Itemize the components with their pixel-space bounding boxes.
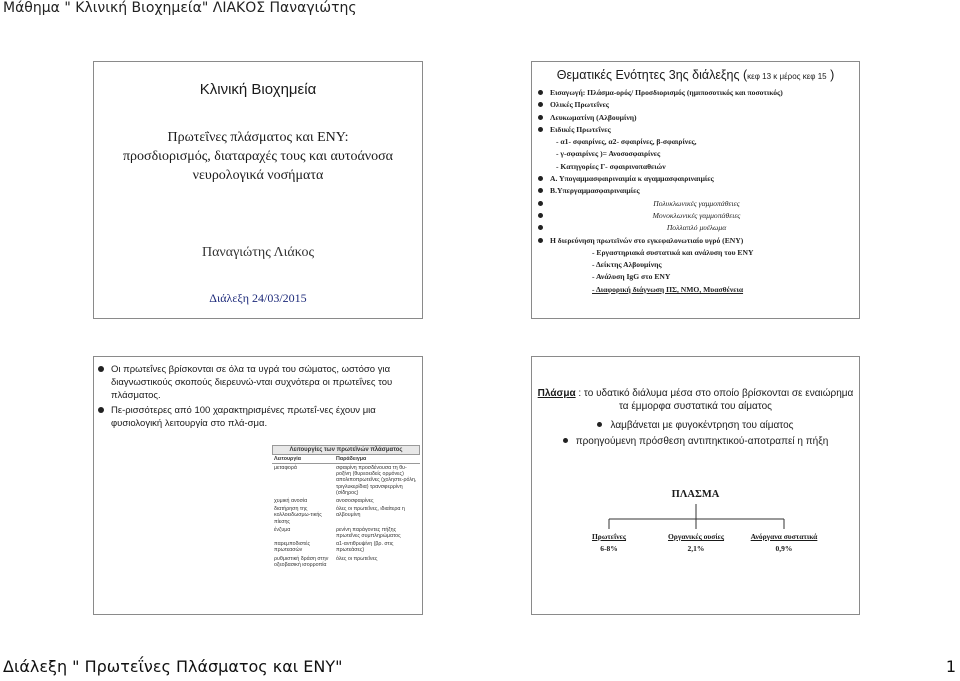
topic-line-text: - γ-σφαιρίνες )= Ανοσοσφαιρίνες xyxy=(556,149,661,159)
table-cell-example: σφαιρίνη προσδένουσα τη θυ-ροξίνη (θυρεοειδείς ορμόνες) απολιποπρωτεΐνες (χοληστε-ρόλη, τριγλυκερίδια) τρανσφερρίνη (σίδηρος) xyxy=(336,465,417,496)
topic-line-text: - Κατηγορίες Γ- σφαιρινοπαθειών xyxy=(556,161,666,171)
bullet-dot-icon xyxy=(538,102,543,107)
topic-line xyxy=(538,284,855,296)
slide1-author: Παναγιώτης Λιάκος xyxy=(201,245,315,260)
topic-line xyxy=(538,259,855,271)
slide-2 xyxy=(531,61,860,319)
page-number: 1 xyxy=(945,657,956,676)
topic-line-text: Πολλαπλό μυέλωμα xyxy=(666,223,727,233)
plasma-protein-functions-table xyxy=(272,445,420,569)
topic-line-text: Β.Υπεργαμμασφαιριναιμίες xyxy=(550,186,640,196)
slide1-subtitle-line: Πρωτεΐνες πλάσματος και ΕΝΥ: xyxy=(167,130,349,145)
topic-line xyxy=(538,198,855,210)
bullet-dot-icon xyxy=(538,127,543,132)
page-footer: Διάλεξη " Πρωτεΐνες Πλάσματος και ΕΝΥ" xyxy=(3,657,343,676)
table-cell-example: όλες οι πρωτεΐνες, ιδιαίτερα η αλβουμίνη xyxy=(336,506,405,519)
table-cell-example: ρενίνη παράγοντες πήξης πρωτεΐνες συμπληρώματος xyxy=(336,526,401,540)
bullet-dot-icon xyxy=(538,90,543,95)
table-cell-example: ανοσοσφαιρίνες xyxy=(336,498,374,505)
topic-line xyxy=(538,87,855,99)
topic-line-text: Α. Υπογαμμασφαιριναιμία κ αγαμμασφαιριναιμίες xyxy=(550,174,714,184)
table-header-function: Λειτουργία xyxy=(274,456,302,462)
table-header-example: Παράδειγμα xyxy=(336,456,367,462)
slide3-bullet xyxy=(98,363,398,402)
slide1-subtitle-line: προσδιορισμός, διαταραχές τους και αυτοάνοσα xyxy=(122,149,393,164)
slide1-title: Κλινική Βιοχημεία xyxy=(199,81,317,98)
table-cell-example: όλες οι πρωτεΐνες xyxy=(336,555,378,562)
slide2-topic-list xyxy=(538,87,855,296)
topic-line-text: - α1- σφαιρίνες, α2- σφαιρίνες, β-σφαιρίνες, xyxy=(556,137,697,147)
slide2-title-main: Θεματικές Ενότητες 3ης διάλεξης ( xyxy=(556,68,748,82)
topic-line-text: Ειδικές Πρωτεΐνες xyxy=(550,124,611,134)
topic-line xyxy=(538,148,855,160)
table-cell-function: μεταφορά xyxy=(274,465,297,471)
topic-line-text: - Ανάλυση IgG στο ΕΝΥ xyxy=(592,272,671,282)
slide-1 xyxy=(93,61,423,319)
slide4-bullet-text: λαμβάνεται με φυγοκέντρηση του αίματος xyxy=(610,420,794,431)
table-row xyxy=(272,555,420,569)
slide3-bullet-text: Οι πρωτεΐνες βρίσκονται σε όλα τα υγρά του σώματος, ωστόσο για διαγνωστικούς σκοπούς διερευνώ-νται συχνότερα οι πρωτεΐνες του πλάσματος. xyxy=(111,364,393,401)
bullet-dot-icon xyxy=(98,407,104,413)
topic-line xyxy=(538,271,855,283)
table-row xyxy=(272,505,420,526)
topic-line-text: Μονοκλωνικές γαμμοπάθειες xyxy=(652,210,741,220)
table-cell-function: χυμική ανοσία xyxy=(274,498,308,505)
plasma-definition-term: Πλάσμα xyxy=(537,388,576,399)
topic-line xyxy=(538,136,855,148)
table-row xyxy=(272,540,420,554)
component-name: Οργανικές ουσίες xyxy=(667,532,725,541)
slide3-bullet xyxy=(98,404,398,430)
table-row xyxy=(272,526,420,540)
topic-line xyxy=(538,161,855,173)
slide2-title xyxy=(532,68,859,82)
slide-3 xyxy=(93,356,423,615)
plasma-definition-text: : το υδατικό διάλυμα μέσα στο οποίο βρίσκονται σε εναιώρημα τα έμμορφα συστατικά του αίματος xyxy=(575,388,854,412)
table-cell-function: παρεμποδιστές πρωτεασών xyxy=(274,541,310,554)
topic-line-text: Ολικές Πρωτεΐνες xyxy=(550,100,610,110)
slide3-bullet-text: Πε-ρισσότερες από 100 χαρακτηρισμένες πρωτεΐ-νες έχουν μια φυσιολογική λειτουργία στο πλά-σμα. xyxy=(111,405,376,429)
table-cell-example: α1-αντιθρυψίνη (βρ. στις πρωτεάσες) xyxy=(336,541,394,554)
slide2-title-chapters: κεφ 13 κ μέρος κεφ 15 xyxy=(747,72,827,81)
topic-line-text: Λευκωματίνη (Αλβουμίνη) xyxy=(550,112,637,122)
topic-line xyxy=(538,112,855,124)
table-row xyxy=(272,497,420,505)
component-name: Πρωτεΐνες xyxy=(591,532,627,541)
table-row xyxy=(272,464,420,497)
topic-line-text: Εισαγωγή: Πλάσμα-ορός/ Προσδιορισμός (ημιποσοτικός και ποσοτικός) xyxy=(550,88,783,97)
topic-line-text: Η διερεύνηση πρωτεϊνών στο εγκεφαλονωτιαίο υγρό (ΕΝΥ) xyxy=(550,235,744,245)
topic-line xyxy=(538,235,855,247)
table-cell-function: ένζυμα xyxy=(274,526,291,533)
slide1-subtitle-line: νευρολογικά νοσήματα xyxy=(192,168,324,183)
topic-line-text: Πολυκλωνικές γαμμοπάθειες xyxy=(653,198,740,208)
bullet-dot-icon xyxy=(98,366,104,372)
plasma-component-inorganic xyxy=(751,531,818,555)
component-name: Ανόργανα συστατικά xyxy=(750,532,818,541)
table-cell-function: διατήρηση της κολλοειδωσμω-τικής πίεσης xyxy=(274,506,322,525)
topic-line xyxy=(538,210,855,222)
plasma-component-proteins xyxy=(592,531,626,555)
table-header-row xyxy=(272,455,420,464)
slide2-title-end: ) xyxy=(826,68,835,82)
slide1-subtitle xyxy=(94,128,422,185)
page-header: Μάθημα " Κλινική Βιοχημεία" ΛΙΑΚΟΣ Παναγιώτης xyxy=(3,0,357,16)
plasma-components-tree xyxy=(532,357,860,615)
slide-4 xyxy=(531,356,860,615)
topic-line-text: - Διαφορική διάγνωση ΠΣ, ΝΜΟ, Μυασθένεια xyxy=(592,284,744,294)
topic-line xyxy=(538,247,855,259)
plasma-label: ΠΛΑΣΜΑ xyxy=(671,489,720,500)
table-caption: Λειτουργίες των πρωτεϊνών πλάσματος xyxy=(272,445,420,455)
bullet-dot-icon xyxy=(538,176,543,181)
topic-line-text: - Δείκτης Αλβουμίνης xyxy=(592,260,662,270)
component-value: 0,9% xyxy=(775,544,793,553)
component-value: 6-8% xyxy=(600,544,618,553)
topic-line xyxy=(538,124,855,136)
bullet-dot-icon xyxy=(538,238,543,243)
topic-line xyxy=(538,173,855,185)
slide4-bullet-text: προηγούμενη πρόσθεση αντιπηκτικού-αποτραπεί η πήξη xyxy=(575,436,829,447)
bullet-dot-icon xyxy=(538,188,543,193)
topic-line xyxy=(538,185,855,197)
topic-line-text: - Εργαστηριακά συστατικά και ανάλυση του ΕΝΥ xyxy=(592,247,754,257)
component-value: 2,1% xyxy=(687,544,705,553)
slide1-lecture-date: Διάλεξη 24/03/2015 xyxy=(209,291,307,305)
plasma-component-organic xyxy=(668,531,724,555)
table-cell-function: ρυθμιστική δράση στην οξεοβασική ισορροπία xyxy=(274,555,329,568)
bullet-dot-icon xyxy=(538,115,543,120)
topic-line xyxy=(538,222,855,234)
topic-line xyxy=(538,99,855,111)
